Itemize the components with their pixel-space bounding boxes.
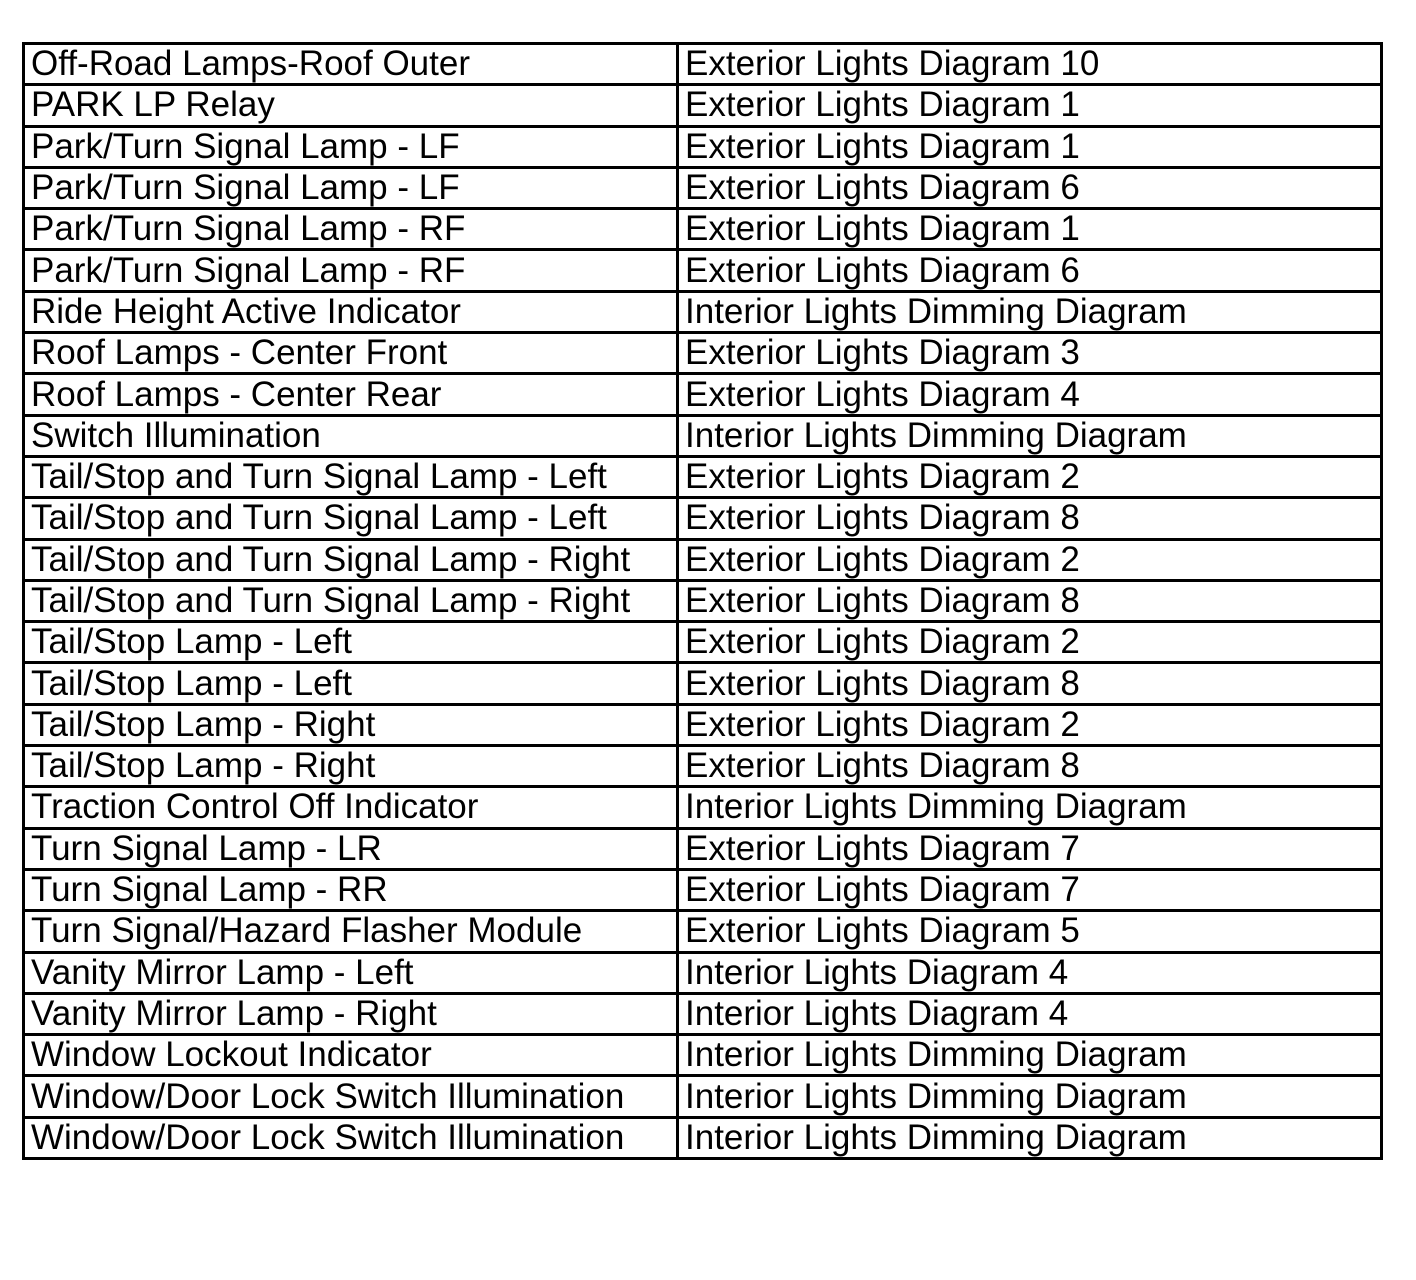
component-cell: Off-Road Lamps-Roof Outer: [24, 44, 678, 85]
table-row: [24, 622, 1382, 663]
diagram-cell: Interior Lights Dimming Diagram: [678, 1117, 1382, 1158]
diagram-cell: Exterior Lights Diagram 6: [678, 250, 1382, 291]
component-cell: Vanity Mirror Lamp - Right: [24, 993, 678, 1034]
table-row: [24, 746, 1382, 787]
component-cell: Tail/Stop Lamp - Right: [24, 746, 678, 787]
component-cell: Turn Signal/Hazard Flasher Module: [24, 911, 678, 952]
component-index-table: [22, 42, 1383, 1160]
diagram-cell: Exterior Lights Diagram 5: [678, 911, 1382, 952]
table-body: [24, 44, 1382, 1159]
diagram-cell: Exterior Lights Diagram 8: [678, 580, 1382, 621]
component-cell: Park/Turn Signal Lamp - RF: [24, 250, 678, 291]
component-cell: Tail/Stop and Turn Signal Lamp - Right: [24, 580, 678, 621]
diagram-cell: Exterior Lights Diagram 8: [678, 498, 1382, 539]
component-cell: Roof Lamps - Center Front: [24, 333, 678, 374]
diagram-cell: Interior Lights Dimming Diagram: [678, 1076, 1382, 1117]
component-cell: Tail/Stop and Turn Signal Lamp - Left: [24, 456, 678, 497]
table-row: [24, 1076, 1382, 1117]
table-row: [24, 291, 1382, 332]
diagram-cell: Exterior Lights Diagram 2: [678, 539, 1382, 580]
table-row: [24, 126, 1382, 167]
diagram-cell: Interior Lights Dimming Diagram: [678, 1035, 1382, 1076]
table-row: [24, 250, 1382, 291]
diagram-cell: Exterior Lights Diagram 7: [678, 869, 1382, 910]
table-row: [24, 415, 1382, 456]
component-cell: Window/Door Lock Switch Illumination: [24, 1076, 678, 1117]
component-cell: Tail/Stop Lamp - Right: [24, 704, 678, 745]
table-row: [24, 456, 1382, 497]
table-row: [24, 209, 1382, 250]
component-cell: Park/Turn Signal Lamp - RF: [24, 209, 678, 250]
component-cell: Park/Turn Signal Lamp - LF: [24, 167, 678, 208]
table-row: [24, 911, 1382, 952]
table-row: [24, 828, 1382, 869]
table-row: [24, 167, 1382, 208]
table-row: [24, 952, 1382, 993]
component-cell: Tail/Stop Lamp - Left: [24, 663, 678, 704]
component-cell: Switch Illumination: [24, 415, 678, 456]
component-index-table-wrapper: [22, 42, 1380, 1160]
diagram-cell: Exterior Lights Diagram 4: [678, 374, 1382, 415]
component-cell: Roof Lamps - Center Rear: [24, 374, 678, 415]
diagram-cell: Interior Lights Dimming Diagram: [678, 787, 1382, 828]
table-row: [24, 580, 1382, 621]
table-row: [24, 704, 1382, 745]
component-cell: Window/Door Lock Switch Illumination: [24, 1117, 678, 1158]
diagram-cell: Exterior Lights Diagram 7: [678, 828, 1382, 869]
table-row: [24, 993, 1382, 1034]
table-row: [24, 869, 1382, 910]
table-row: [24, 85, 1382, 126]
component-cell: Park/Turn Signal Lamp - LF: [24, 126, 678, 167]
diagram-cell: Interior Lights Diagram 4: [678, 993, 1382, 1034]
diagram-cell: Exterior Lights Diagram 10: [678, 44, 1382, 85]
table-row: [24, 1035, 1382, 1076]
diagram-cell: Exterior Lights Diagram 2: [678, 456, 1382, 497]
table-row: [24, 333, 1382, 374]
diagram-cell: Interior Lights Diagram 4: [678, 952, 1382, 993]
component-cell: Vanity Mirror Lamp - Left: [24, 952, 678, 993]
component-cell: Tail/Stop and Turn Signal Lamp - Left: [24, 498, 678, 539]
diagram-cell: Exterior Lights Diagram 1: [678, 126, 1382, 167]
table-row: [24, 539, 1382, 580]
diagram-cell: Exterior Lights Diagram 2: [678, 622, 1382, 663]
diagram-cell: Interior Lights Dimming Diagram: [678, 291, 1382, 332]
table-row: [24, 1117, 1382, 1158]
component-cell: Turn Signal Lamp - RR: [24, 869, 678, 910]
diagram-cell: Exterior Lights Diagram 8: [678, 663, 1382, 704]
component-cell: Turn Signal Lamp - LR: [24, 828, 678, 869]
table-row: [24, 498, 1382, 539]
table-row: [24, 663, 1382, 704]
component-cell: Traction Control Off Indicator: [24, 787, 678, 828]
diagram-cell: Exterior Lights Diagram 3: [678, 333, 1382, 374]
diagram-cell: Exterior Lights Diagram 6: [678, 167, 1382, 208]
table-row: [24, 374, 1382, 415]
diagram-cell: Interior Lights Dimming Diagram: [678, 415, 1382, 456]
diagram-cell: Exterior Lights Diagram 1: [678, 209, 1382, 250]
component-cell: Ride Height Active Indicator: [24, 291, 678, 332]
table-row: [24, 787, 1382, 828]
component-cell: PARK LP Relay: [24, 85, 678, 126]
diagram-cell: Exterior Lights Diagram 8: [678, 746, 1382, 787]
component-cell: Tail/Stop Lamp - Left: [24, 622, 678, 663]
diagram-cell: Exterior Lights Diagram 2: [678, 704, 1382, 745]
table-row: [24, 44, 1382, 85]
component-cell: Window Lockout Indicator: [24, 1035, 678, 1076]
component-cell: Tail/Stop and Turn Signal Lamp - Right: [24, 539, 678, 580]
diagram-cell: Exterior Lights Diagram 1: [678, 85, 1382, 126]
